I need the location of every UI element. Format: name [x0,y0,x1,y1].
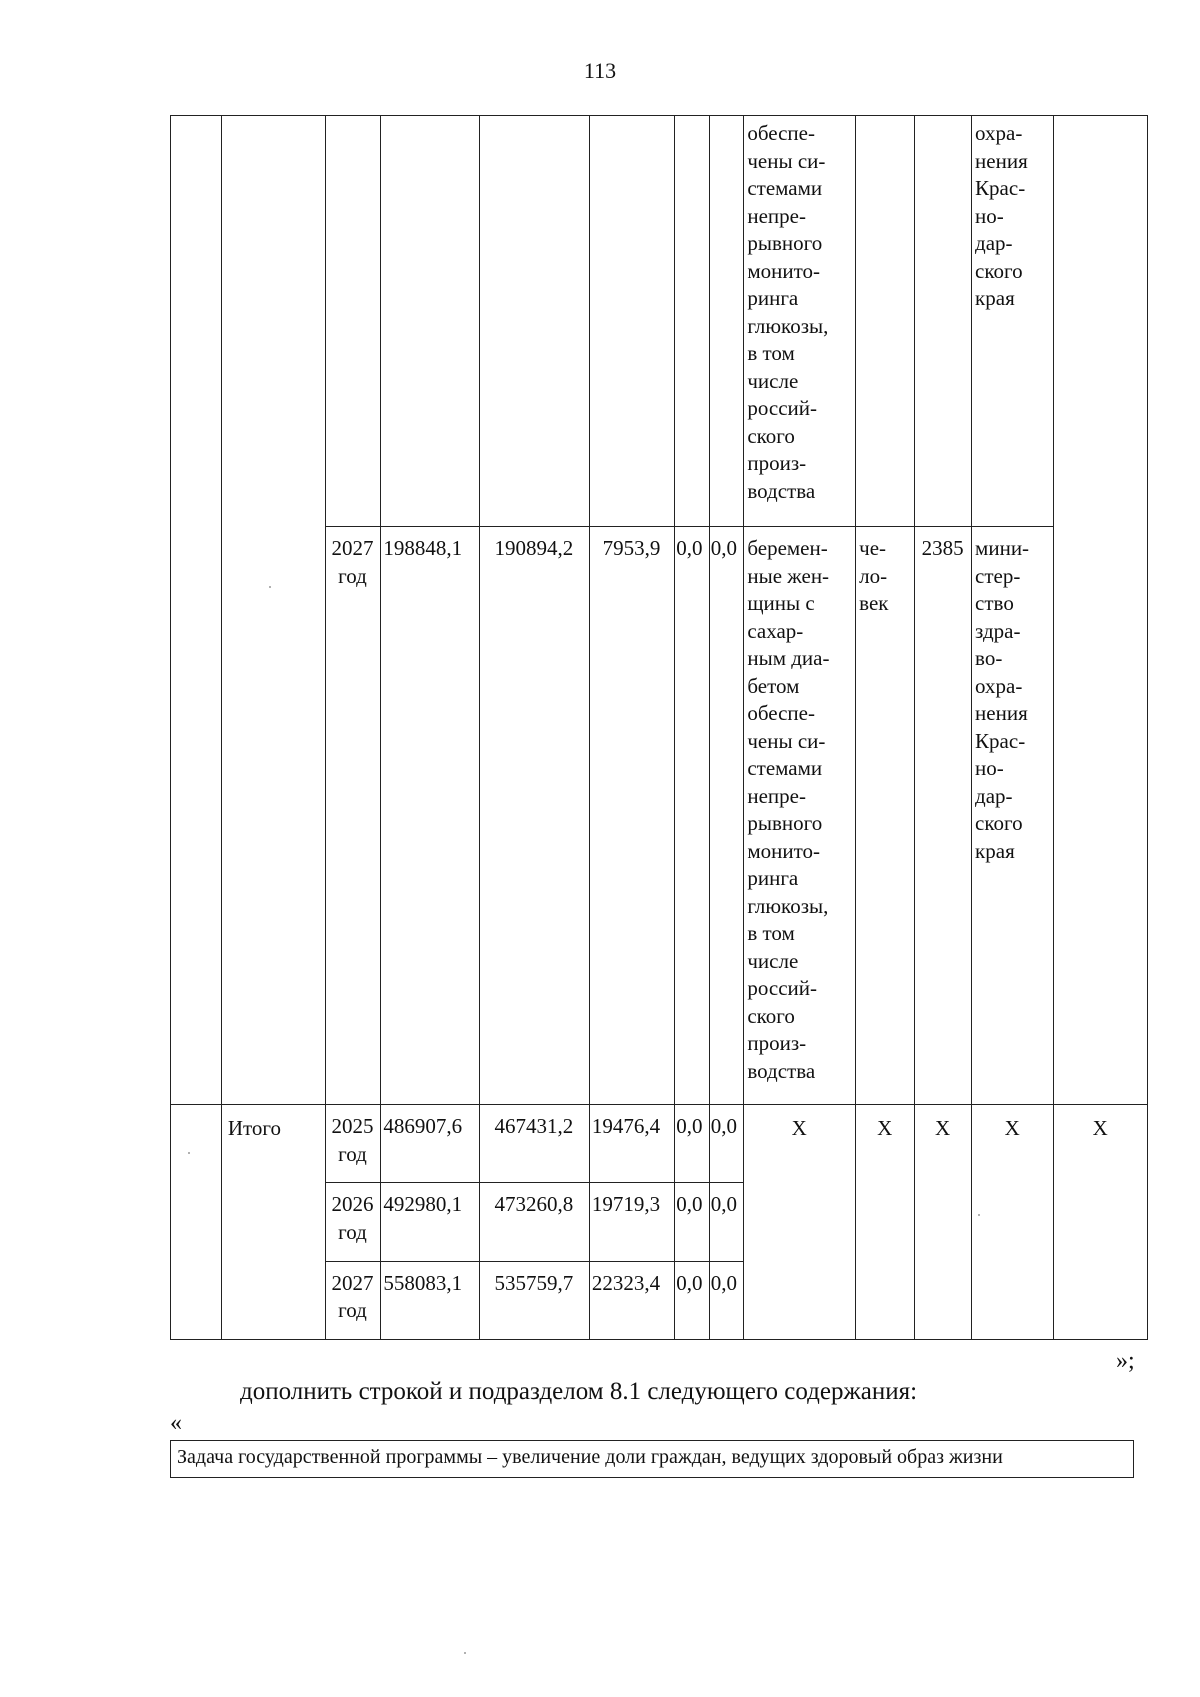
indicator-name-cell: обеспе- чены си- стемами непре- рывного монито- ринга глюкозы, в том числе россий- ского произ- водства [744,116,856,527]
scan-speck [188,1152,190,1154]
local-cell: 0,0 [675,1261,710,1339]
extra-cell: 0,0 [709,1183,744,1261]
table-cell [709,116,744,527]
total-cell: 492980,1 [381,1183,480,1261]
extra-cell: 0,0 [709,527,744,1105]
scan-speck [978,1214,980,1216]
year-cell: 2026 год [325,1183,381,1261]
total-cell: 198848,1 [381,527,480,1105]
year-cell: 2025 год [325,1105,381,1183]
total-cell: 558083,1 [381,1261,480,1339]
value-cell: 2385 [915,527,972,1105]
x-mark-cell: X [856,1105,915,1340]
instruction-text: дополнить строкой и подразделом 8.1 следующего содержания: [240,1378,918,1405]
table-cell [480,116,590,527]
table-cell [589,116,674,527]
x-mark-cell: X [744,1105,856,1340]
x-mark-cell: X [1054,1105,1148,1340]
closing-quote: »; [1116,1348,1135,1374]
local-cell: 0,0 [675,1183,710,1261]
total-cell: 486907,6 [381,1105,480,1183]
executor-cell: мини- стер- ство здра- во- охра- нения Крас- но- дар- ского края [972,527,1054,1105]
table-cell [915,116,972,527]
extra-cell: 0,0 [709,1261,744,1339]
table-cell [1054,116,1148,1105]
table-row [171,1105,1148,1183]
federal-cell: 190894,2 [480,527,590,1105]
year-cell: 2027 год [325,527,381,1105]
regional-cell: 19476,4 [589,1105,674,1183]
regional-cell: 7953,9 [589,527,674,1105]
extra-cell: 0,0 [709,1105,744,1183]
table-cell [675,116,710,527]
page-number: 113 [583,58,617,83]
local-cell: 0,0 [675,1105,710,1183]
program-table [170,115,1148,1340]
regional-cell: 22323,4 [589,1261,674,1339]
totals-label: Итого [221,1105,325,1340]
regional-cell: 19719,3 [589,1183,674,1261]
scan-speck [464,1652,466,1654]
task-box: Задача государственной программы – увеличение доли граждан, ведущих здоровый образ жизни [170,1440,1134,1478]
table-cell [381,116,480,527]
table-cell [171,116,222,1105]
federal-cell: 473260,8 [480,1183,590,1261]
table-cell [856,116,915,527]
federal-cell: 467431,2 [480,1105,590,1183]
x-mark-cell: X [972,1105,1054,1340]
x-mark-cell: X [915,1105,972,1340]
indicator-name-cell: беремен- ные жен- щины с сахар- ным диа- бетом обеспе- чены си- стемами непре- рывного монито- ринга глюкозы, в том числе россий- ского произ- водства [744,527,856,1105]
scan-speck [269,586,271,588]
table-cell [325,116,381,527]
year-cell: 2027 год [325,1261,381,1339]
local-cell: 0,0 [675,527,710,1105]
table-cell [171,1105,222,1340]
federal-cell: 535759,7 [480,1261,590,1339]
opening-quote: « [170,1410,182,1436]
executor-cell: охра- нения Крас- но- дар- ского края [972,116,1054,527]
unit-cell: че- ло- век [856,527,915,1105]
table-cell [221,116,325,1105]
table-row [171,116,1148,527]
